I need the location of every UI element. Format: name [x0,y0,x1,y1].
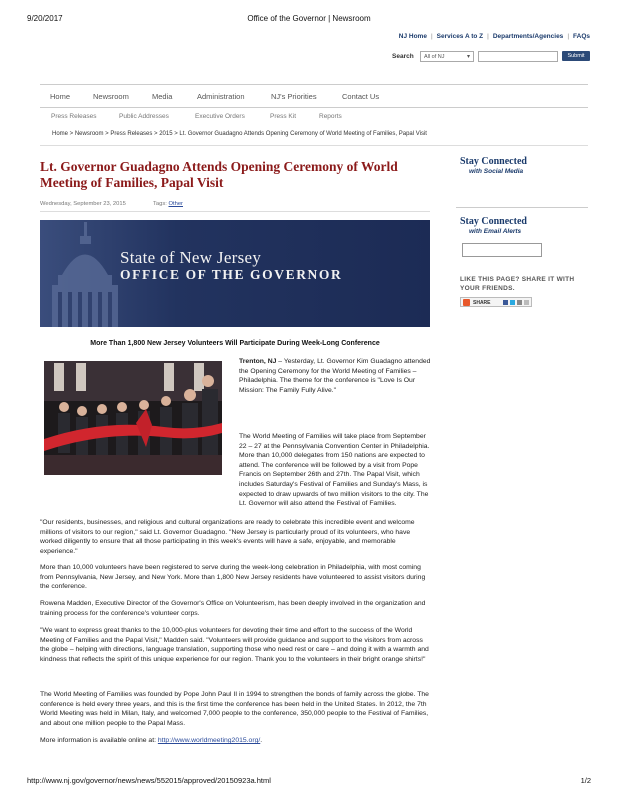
office-banner [40,220,430,327]
more-icon[interactable] [524,300,529,305]
nav-home[interactable]: Home [50,92,71,101]
nav-contact[interactable]: Contact Us [342,92,380,101]
main-nav [40,84,588,108]
banner-line-1: State of New Jersey [120,248,262,267]
nav-media[interactable]: Media [152,92,173,101]
article-meta [40,201,183,207]
util-link-faqs[interactable]: FAQs [573,33,590,40]
subnav-executive-orders[interactable]: Executive Orders [195,113,245,120]
util-link-departments[interactable]: Departments/Agencies [492,33,564,40]
subnav-press-kit[interactable]: Press Kit [270,113,297,120]
share-button[interactable]: SHARE [460,297,532,307]
breadcrumb[interactable]: Home > Newsroom > Press Releases > 2015 > Lt. Governor Guadagno Attends Opening Ceremony of World Meeting of Families, Papal Visit [52,131,427,137]
email-icon[interactable] [517,300,522,305]
paragraph-1: Trenton, NJ – Yesterday, Lt. Governor Kim Guadagno attended the Opening Ceremony for the World Meeting of Families – Philadelphia. The theme for the conference is "Love Is Our Mission: The Family Fully Alive." [239,358,431,394]
nav-administration[interactable]: Administration [197,92,245,101]
search-input[interactable] [478,51,558,62]
share-icon [463,299,470,306]
tag-link[interactable]: Other [168,201,183,207]
page-url: http://www.nj.gov/governor/news/news/552015/approved/20150923a.html [27,776,271,785]
facebook-icon[interactable] [503,300,508,305]
banner-line-2: OFFICE OF THE GOVERNOR [120,267,343,282]
article-subhead: More Than 1,800 New Jersey Volunteers Will Participate During Week-Long Conference [90,340,380,347]
print-title: Office of the Governor | Newsroom [247,14,371,23]
share-prompt: LIKE THIS PAGE? SHARE IT WITH YOUR FRIENDS. [460,276,575,292]
paragraph-2: The World Meeting of Families will take place from September 22 – 27 at the Pennsylvania Convention Center in Philadelphia. More than 10,000 delegates from 150 nations are expected to attend. The conference will be followed by a visit from Pope Francis on September 26th and 27th. The Papal Visit, which includes Saturday's Festival of Families and Sunday's Mass, is expected to draw upwards of two million visitors to the city. The Lt. Governor will also attend the Festival of Families. [239,433,430,508]
util-link-nj-home[interactable]: NJ Home [398,33,427,40]
worldmeeting-link[interactable]: http://www.worldmeeting2015.org/ [157,737,261,744]
twitter-icon[interactable] [510,300,515,305]
stay-connected-social-sub[interactable]: with Social Media [469,168,524,175]
nav-newsroom[interactable]: Newsroom [93,92,129,101]
email-alert-input[interactable] [462,243,542,257]
util-link-services[interactable]: Services A to Z [436,33,484,40]
paragraph-6: "We want to express great thanks to the 10,000-plus volunteers for devoting their time and effort to the success of the World Meeting of Families and the Papal Visit," Madden said. "Volunteers will provide guidance and support to the visitors from across the globe – helping with directions, language translation, supporting those who need rest or care – and doing it with a warmth and kindness that reflects the spirit of this unique experience for our region. Thank you to the volunteers in their bright orange shirts!" [40,627,429,663]
search-submit-button[interactable]: Submit [562,51,590,61]
paragraph-4: More than 10,000 volunteers have been registered to serve during the week-long celebration in Philadelphia, with most coming from Pennsylvania, New Jersey, and New York. More than 1,800 New Jersey residents have volunteered to assist visitors during the conference. [40,564,426,591]
page-title: Lt. Governor Guadagno Attends Opening Ceremony of World Meeting of Families, Papal Visit [40,159,398,190]
paragraph-5: Rowena Madden, Executive Director of the Governor's Office on Volunteerism, has been deeply involved in the organization and training process for the conference's volunteer corps. [40,600,426,617]
page-number: 1/2 [580,776,591,785]
article-date: Wednesday, September 23, 2015 [40,201,126,207]
search-bar [392,51,592,63]
sidebar-divider [456,207,588,208]
dateline: Trenton, NJ [239,358,277,365]
nav-priorities[interactable]: NJ's Priorities [271,92,317,101]
header-divider [40,145,588,146]
print-date: 9/20/2017 [27,14,63,23]
more-info: More information is available online at: http://www.worldmeeting2015.org/. [40,737,263,744]
tags-label: Tags: [153,201,167,207]
search-scope-select[interactable]: All of NJ ▾ [420,51,474,62]
paragraph-7: The World Meeting of Families was founded by Pope John Paul II in 1994 to strengthen the bonds of family across the globe. The conference is held every three years, and this is the first time the conference has been held in the United States. In 2012, the 7th World Meeting was held in Milan, Italy, and welcomed 7,000 people to the conference, 350,000 people to the Festival of Families, and about one million people to the Papal Mass. [40,691,429,727]
ribbon-cutting-photo [44,361,222,475]
subnav-public-addresses[interactable]: Public Addresses [119,113,169,120]
stay-connected-social-title: Stay Connected [460,156,527,167]
subnav-press-releases[interactable]: Press Releases [51,113,97,120]
meta-divider [40,211,430,212]
stay-connected-email-title: Stay Connected [460,216,527,227]
stay-connected-email-sub[interactable]: with Email Alerts [469,228,522,235]
chevron-down-icon: ▾ [466,54,470,60]
paragraph-3: "Our residents, businesses, and religious and cultural organizations are ready to celebrate this incredible event and welcome millions of visitors to our region," said Lt. Governor Guadagno. "New Jersey is particularly proud of its volunteers, who have worked diligently to ensure that all those participating in this week's events will have a safe, enjoyable, and memorable experience." [40,519,415,555]
subnav-reports[interactable]: Reports [319,113,342,120]
utility-nav: NJ Home | Services A to Z | Departments/Agencies | FAQs [398,33,590,40]
search-label: Search [392,53,414,60]
